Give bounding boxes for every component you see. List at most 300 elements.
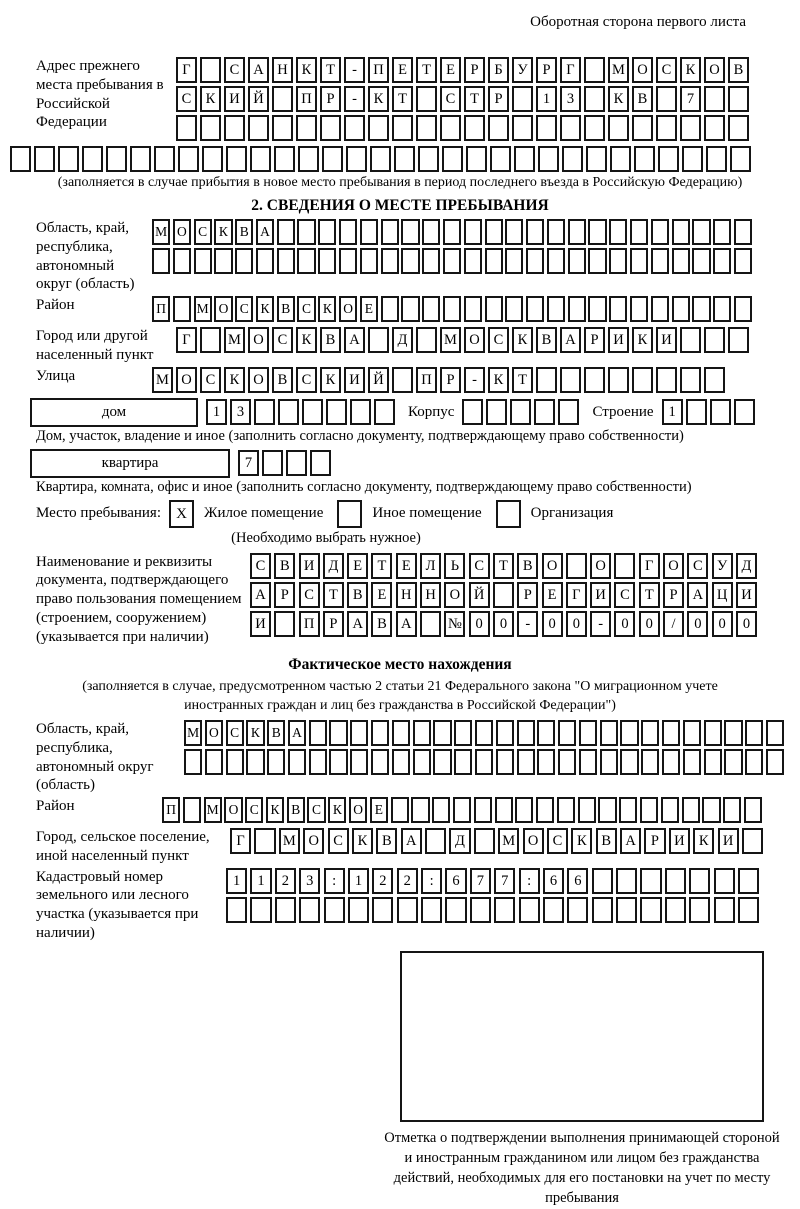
char-cell[interactable] bbox=[475, 720, 493, 746]
char-cell[interactable] bbox=[526, 248, 544, 274]
char-cell[interactable]: В bbox=[347, 582, 368, 608]
char-cell[interactable]: Е bbox=[440, 57, 461, 83]
char-cell[interactable]: С bbox=[656, 57, 677, 83]
char-cell[interactable] bbox=[537, 720, 555, 746]
char-cell[interactable]: П bbox=[299, 611, 320, 637]
char-cell[interactable] bbox=[651, 248, 669, 274]
char-cell[interactable]: Т bbox=[392, 86, 413, 112]
char-cell[interactable]: А bbox=[620, 828, 641, 854]
char-cell[interactable] bbox=[745, 749, 763, 775]
char-cell[interactable]: О bbox=[704, 57, 725, 83]
char-cell[interactable] bbox=[246, 749, 264, 775]
char-cell[interactable]: Г bbox=[176, 57, 197, 83]
char-cell[interactable]: О bbox=[523, 828, 544, 854]
char-cell[interactable]: И bbox=[608, 327, 629, 353]
char-cell[interactable]: Т bbox=[371, 553, 392, 579]
char-cell[interactable]: О bbox=[444, 582, 465, 608]
char-cell[interactable]: И bbox=[590, 582, 611, 608]
char-cell[interactable] bbox=[683, 720, 701, 746]
char-cell[interactable] bbox=[344, 115, 365, 141]
char-cell[interactable] bbox=[766, 720, 784, 746]
char-cell[interactable] bbox=[496, 749, 514, 775]
char-cell[interactable] bbox=[686, 399, 707, 425]
char-cell[interactable]: С bbox=[176, 86, 197, 112]
char-cell[interactable] bbox=[176, 115, 197, 141]
char-cell[interactable] bbox=[505, 248, 523, 274]
char-cell[interactable] bbox=[510, 399, 531, 425]
char-cell[interactable]: Г bbox=[230, 828, 251, 854]
char-cell[interactable] bbox=[34, 146, 55, 172]
char-cell[interactable] bbox=[106, 146, 127, 172]
char-cell[interactable] bbox=[538, 146, 559, 172]
char-cell[interactable] bbox=[433, 720, 451, 746]
char-cell[interactable]: С bbox=[272, 327, 293, 353]
char-cell[interactable] bbox=[470, 897, 491, 923]
char-cell[interactable] bbox=[130, 146, 151, 172]
char-cell[interactable] bbox=[706, 146, 727, 172]
char-cell[interactable] bbox=[517, 720, 535, 746]
char-cell[interactable]: Б bbox=[488, 57, 509, 83]
char-cell[interactable]: П bbox=[368, 57, 389, 83]
char-cell[interactable]: С bbox=[307, 797, 325, 823]
char-cell[interactable] bbox=[318, 248, 336, 274]
char-cell[interactable] bbox=[512, 115, 533, 141]
char-cell[interactable] bbox=[568, 248, 586, 274]
char-cell[interactable] bbox=[322, 146, 343, 172]
char-cell[interactable]: И bbox=[250, 611, 271, 637]
char-cell[interactable] bbox=[632, 115, 653, 141]
char-cell[interactable] bbox=[682, 146, 703, 172]
char-cell[interactable]: У bbox=[512, 57, 533, 83]
char-cell[interactable]: 1 bbox=[348, 868, 369, 894]
char-cell[interactable]: - bbox=[344, 86, 365, 112]
char-cell[interactable] bbox=[584, 57, 605, 83]
char-cell[interactable]: В bbox=[287, 797, 305, 823]
char-cell[interactable]: 0 bbox=[542, 611, 563, 637]
char-cell[interactable] bbox=[680, 367, 701, 393]
char-cell[interactable] bbox=[474, 797, 492, 823]
char-cell[interactable] bbox=[422, 296, 440, 322]
char-cell[interactable] bbox=[339, 219, 357, 245]
char-cell[interactable] bbox=[464, 248, 482, 274]
char-cell[interactable] bbox=[630, 219, 648, 245]
char-cell[interactable] bbox=[495, 797, 513, 823]
char-cell[interactable] bbox=[309, 749, 327, 775]
char-cell[interactable]: 0 bbox=[469, 611, 490, 637]
char-cell[interactable] bbox=[692, 219, 710, 245]
char-cell[interactable]: 2 bbox=[397, 868, 418, 894]
char-cell[interactable] bbox=[485, 248, 503, 274]
char-cell[interactable] bbox=[420, 611, 441, 637]
char-cell[interactable]: М bbox=[152, 367, 173, 393]
char-cell[interactable]: К bbox=[296, 327, 317, 353]
char-cell[interactable] bbox=[272, 86, 293, 112]
char-cell[interactable] bbox=[680, 115, 701, 141]
char-cell[interactable] bbox=[656, 115, 677, 141]
char-cell[interactable] bbox=[588, 296, 606, 322]
char-cell[interactable] bbox=[658, 146, 679, 172]
char-cell[interactable]: 0 bbox=[639, 611, 660, 637]
char-cell[interactable] bbox=[592, 868, 613, 894]
char-cell[interactable] bbox=[401, 296, 419, 322]
char-cell[interactable] bbox=[348, 897, 369, 923]
char-cell[interactable] bbox=[381, 219, 399, 245]
char-cell[interactable] bbox=[443, 219, 461, 245]
char-cell[interactable] bbox=[738, 868, 759, 894]
char-cell[interactable] bbox=[318, 219, 336, 245]
char-cell[interactable] bbox=[411, 797, 429, 823]
char-cell[interactable]: 1 bbox=[206, 399, 227, 425]
char-cell[interactable] bbox=[710, 399, 731, 425]
char-cell[interactable]: С bbox=[250, 553, 271, 579]
char-cell[interactable] bbox=[401, 248, 419, 274]
char-cell[interactable]: О bbox=[590, 553, 611, 579]
char-cell[interactable] bbox=[640, 797, 658, 823]
char-cell[interactable]: Е bbox=[370, 797, 388, 823]
char-cell[interactable] bbox=[608, 115, 629, 141]
char-cell[interactable]: О bbox=[303, 828, 324, 854]
char-cell[interactable]: № bbox=[444, 611, 465, 637]
char-cell[interactable] bbox=[584, 86, 605, 112]
char-cell[interactable]: Р bbox=[320, 86, 341, 112]
char-cell[interactable] bbox=[665, 868, 686, 894]
char-cell[interactable] bbox=[723, 797, 741, 823]
char-cell[interactable]: А bbox=[347, 611, 368, 637]
char-cell[interactable]: В bbox=[272, 367, 293, 393]
char-cell[interactable] bbox=[416, 86, 437, 112]
char-cell[interactable]: Р bbox=[488, 86, 509, 112]
checkbox-residential[interactable]: X bbox=[169, 500, 194, 528]
char-cell[interactable] bbox=[256, 248, 274, 274]
char-cell[interactable] bbox=[392, 115, 413, 141]
char-cell[interactable]: Д bbox=[323, 553, 344, 579]
char-cell[interactable] bbox=[235, 248, 253, 274]
char-cell[interactable]: М bbox=[440, 327, 461, 353]
char-cell[interactable]: К bbox=[488, 367, 509, 393]
char-cell[interactable] bbox=[728, 327, 749, 353]
char-cell[interactable] bbox=[598, 797, 616, 823]
char-cell[interactable] bbox=[742, 828, 763, 854]
char-cell[interactable] bbox=[630, 248, 648, 274]
char-cell[interactable] bbox=[704, 367, 725, 393]
char-cell[interactable] bbox=[267, 749, 285, 775]
char-cell[interactable] bbox=[620, 749, 638, 775]
char-cell[interactable] bbox=[392, 749, 410, 775]
char-cell[interactable] bbox=[616, 897, 637, 923]
char-cell[interactable]: В bbox=[277, 296, 295, 322]
char-cell[interactable]: 6 bbox=[445, 868, 466, 894]
char-cell[interactable] bbox=[202, 146, 223, 172]
char-cell[interactable] bbox=[432, 797, 450, 823]
char-cell[interactable] bbox=[329, 720, 347, 746]
char-cell[interactable]: К bbox=[368, 86, 389, 112]
char-cell[interactable]: : bbox=[519, 868, 540, 894]
char-cell[interactable] bbox=[672, 219, 690, 245]
char-cell[interactable]: И bbox=[669, 828, 690, 854]
char-cell[interactable] bbox=[397, 897, 418, 923]
char-cell[interactable] bbox=[392, 720, 410, 746]
char-cell[interactable] bbox=[82, 146, 103, 172]
char-cell[interactable] bbox=[320, 115, 341, 141]
char-cell[interactable]: А bbox=[396, 611, 417, 637]
char-cell[interactable]: В bbox=[536, 327, 557, 353]
char-cell[interactable] bbox=[485, 296, 503, 322]
char-cell[interactable]: М bbox=[204, 797, 222, 823]
char-cell[interactable] bbox=[534, 399, 555, 425]
checkbox-organization[interactable] bbox=[496, 500, 521, 528]
char-cell[interactable] bbox=[578, 797, 596, 823]
char-cell[interactable] bbox=[425, 828, 446, 854]
char-cell[interactable]: М bbox=[152, 219, 170, 245]
char-cell[interactable] bbox=[651, 296, 669, 322]
char-cell[interactable] bbox=[547, 296, 565, 322]
char-cell[interactable] bbox=[297, 219, 315, 245]
char-cell[interactable] bbox=[734, 399, 755, 425]
char-cell[interactable] bbox=[610, 146, 631, 172]
char-cell[interactable] bbox=[413, 720, 431, 746]
char-cell[interactable]: Т bbox=[464, 86, 485, 112]
char-cell[interactable] bbox=[634, 146, 655, 172]
char-cell[interactable] bbox=[454, 720, 472, 746]
char-cell[interactable]: - bbox=[517, 611, 538, 637]
char-cell[interactable] bbox=[10, 146, 31, 172]
char-cell[interactable] bbox=[474, 828, 495, 854]
char-cell[interactable] bbox=[453, 797, 471, 823]
char-cell[interactable]: А bbox=[687, 582, 708, 608]
char-cell[interactable] bbox=[567, 897, 588, 923]
char-cell[interactable] bbox=[254, 828, 275, 854]
char-cell[interactable]: С bbox=[194, 219, 212, 245]
char-cell[interactable] bbox=[656, 367, 677, 393]
char-cell[interactable]: О bbox=[214, 296, 232, 322]
char-cell[interactable] bbox=[651, 219, 669, 245]
char-cell[interactable] bbox=[519, 897, 540, 923]
char-cell[interactable] bbox=[421, 897, 442, 923]
char-cell[interactable] bbox=[466, 146, 487, 172]
char-cell[interactable] bbox=[184, 749, 202, 775]
char-cell[interactable] bbox=[277, 248, 295, 274]
char-cell[interactable]: О bbox=[248, 367, 269, 393]
char-cell[interactable]: 6 bbox=[567, 868, 588, 894]
char-cell[interactable]: С bbox=[235, 296, 253, 322]
char-cell[interactable]: К bbox=[632, 327, 653, 353]
char-cell[interactable]: К bbox=[224, 367, 245, 393]
char-cell[interactable] bbox=[672, 248, 690, 274]
char-cell[interactable] bbox=[614, 553, 635, 579]
char-cell[interactable]: К bbox=[296, 57, 317, 83]
char-cell[interactable] bbox=[371, 749, 389, 775]
char-cell[interactable] bbox=[462, 399, 483, 425]
char-cell[interactable]: О bbox=[224, 797, 242, 823]
char-cell[interactable]: О bbox=[248, 327, 269, 353]
char-cell[interactable]: К bbox=[318, 296, 336, 322]
char-cell[interactable] bbox=[547, 219, 565, 245]
char-cell[interactable] bbox=[493, 582, 514, 608]
char-cell[interactable] bbox=[609, 219, 627, 245]
char-cell[interactable]: 3 bbox=[230, 399, 251, 425]
char-cell[interactable] bbox=[350, 749, 368, 775]
char-cell[interactable] bbox=[560, 115, 581, 141]
char-cell[interactable] bbox=[298, 146, 319, 172]
char-cell[interactable] bbox=[443, 248, 461, 274]
char-cell[interactable]: К bbox=[246, 720, 264, 746]
char-cell[interactable] bbox=[350, 720, 368, 746]
char-cell[interactable] bbox=[714, 897, 735, 923]
char-cell[interactable]: И bbox=[736, 582, 757, 608]
char-cell[interactable] bbox=[248, 115, 269, 141]
char-cell[interactable] bbox=[713, 219, 731, 245]
char-cell[interactable] bbox=[486, 399, 507, 425]
char-cell[interactable]: Т bbox=[323, 582, 344, 608]
char-cell[interactable] bbox=[58, 146, 79, 172]
char-cell[interactable] bbox=[680, 327, 701, 353]
char-cell[interactable] bbox=[326, 399, 347, 425]
char-cell[interactable]: Н bbox=[420, 582, 441, 608]
char-cell[interactable]: К bbox=[608, 86, 629, 112]
char-cell[interactable]: 0 bbox=[687, 611, 708, 637]
char-cell[interactable] bbox=[662, 749, 680, 775]
char-cell[interactable]: С bbox=[226, 720, 244, 746]
char-cell[interactable] bbox=[543, 897, 564, 923]
char-cell[interactable]: Г bbox=[176, 327, 197, 353]
char-cell[interactable] bbox=[214, 248, 232, 274]
char-cell[interactable] bbox=[588, 219, 606, 245]
char-cell[interactable] bbox=[288, 749, 306, 775]
char-cell[interactable]: : bbox=[324, 868, 345, 894]
char-cell[interactable] bbox=[588, 248, 606, 274]
char-cell[interactable]: М bbox=[279, 828, 300, 854]
char-cell[interactable]: П bbox=[162, 797, 180, 823]
char-cell[interactable]: О bbox=[542, 553, 563, 579]
char-cell[interactable]: А bbox=[250, 582, 271, 608]
char-cell[interactable]: С bbox=[687, 553, 708, 579]
char-cell[interactable]: - bbox=[590, 611, 611, 637]
char-cell[interactable] bbox=[183, 797, 201, 823]
char-cell[interactable] bbox=[381, 296, 399, 322]
char-cell[interactable]: В bbox=[728, 57, 749, 83]
char-cell[interactable]: П bbox=[152, 296, 170, 322]
char-cell[interactable] bbox=[526, 296, 544, 322]
char-cell[interactable]: С bbox=[245, 797, 263, 823]
char-cell[interactable] bbox=[173, 296, 191, 322]
char-cell[interactable] bbox=[630, 296, 648, 322]
char-cell[interactable]: Д bbox=[392, 327, 413, 353]
char-cell[interactable]: Р bbox=[584, 327, 605, 353]
char-cell[interactable] bbox=[566, 553, 587, 579]
char-cell[interactable]: С bbox=[488, 327, 509, 353]
char-cell[interactable] bbox=[360, 219, 378, 245]
char-cell[interactable]: В bbox=[267, 720, 285, 746]
char-cell[interactable] bbox=[494, 897, 515, 923]
char-cell[interactable] bbox=[413, 749, 431, 775]
char-cell[interactable] bbox=[154, 146, 175, 172]
char-cell[interactable]: В bbox=[632, 86, 653, 112]
char-cell[interactable] bbox=[200, 115, 221, 141]
char-cell[interactable]: Р bbox=[644, 828, 665, 854]
char-cell[interactable]: В bbox=[517, 553, 538, 579]
char-cell[interactable] bbox=[277, 219, 295, 245]
char-cell[interactable] bbox=[488, 115, 509, 141]
char-cell[interactable]: С bbox=[547, 828, 568, 854]
char-cell[interactable] bbox=[692, 248, 710, 274]
char-cell[interactable]: 7 bbox=[494, 868, 515, 894]
char-cell[interactable] bbox=[440, 115, 461, 141]
char-cell[interactable] bbox=[616, 868, 637, 894]
char-cell[interactable] bbox=[641, 720, 659, 746]
char-cell[interactable] bbox=[274, 611, 295, 637]
char-cell[interactable]: С bbox=[469, 553, 490, 579]
char-cell[interactable] bbox=[704, 720, 722, 746]
char-cell[interactable]: 7 bbox=[470, 868, 491, 894]
char-cell[interactable]: Е bbox=[396, 553, 417, 579]
char-cell[interactable] bbox=[689, 868, 710, 894]
char-cell[interactable] bbox=[619, 797, 637, 823]
char-cell[interactable]: Т bbox=[512, 367, 533, 393]
char-cell[interactable]: Р bbox=[440, 367, 461, 393]
char-cell[interactable] bbox=[584, 115, 605, 141]
char-cell[interactable]: 1 bbox=[226, 868, 247, 894]
char-cell[interactable]: И bbox=[656, 327, 677, 353]
char-cell[interactable]: А bbox=[256, 219, 274, 245]
char-cell[interactable] bbox=[442, 146, 463, 172]
char-cell[interactable] bbox=[609, 296, 627, 322]
char-cell[interactable] bbox=[371, 720, 389, 746]
char-cell[interactable] bbox=[724, 720, 742, 746]
house-type-box[interactable]: дом bbox=[30, 398, 198, 427]
char-cell[interactable] bbox=[714, 868, 735, 894]
char-cell[interactable]: Д bbox=[449, 828, 470, 854]
char-cell[interactable] bbox=[394, 146, 415, 172]
char-cell[interactable] bbox=[443, 296, 461, 322]
char-cell[interactable]: 0 bbox=[712, 611, 733, 637]
char-cell[interactable]: О bbox=[339, 296, 357, 322]
char-cell[interactable] bbox=[558, 720, 576, 746]
char-cell[interactable]: И bbox=[718, 828, 739, 854]
char-cell[interactable] bbox=[173, 248, 191, 274]
char-cell[interactable] bbox=[226, 749, 244, 775]
char-cell[interactable]: О bbox=[349, 797, 367, 823]
checkbox-other-premises[interactable] bbox=[337, 500, 362, 528]
char-cell[interactable]: 7 bbox=[238, 450, 259, 476]
char-cell[interactable]: О bbox=[205, 720, 223, 746]
char-cell[interactable]: О bbox=[173, 219, 191, 245]
char-cell[interactable] bbox=[579, 749, 597, 775]
char-cell[interactable]: - bbox=[344, 57, 365, 83]
char-cell[interactable] bbox=[433, 749, 451, 775]
char-cell[interactable]: Т bbox=[493, 553, 514, 579]
char-cell[interactable]: А bbox=[248, 57, 269, 83]
char-cell[interactable] bbox=[200, 57, 221, 83]
char-cell[interactable] bbox=[272, 115, 293, 141]
char-cell[interactable] bbox=[526, 219, 544, 245]
char-cell[interactable]: С bbox=[224, 57, 245, 83]
char-cell[interactable] bbox=[689, 897, 710, 923]
char-cell[interactable]: И bbox=[224, 86, 245, 112]
char-cell[interactable] bbox=[586, 146, 607, 172]
char-cell[interactable] bbox=[557, 797, 575, 823]
char-cell[interactable]: 0 bbox=[493, 611, 514, 637]
char-cell[interactable]: О bbox=[464, 327, 485, 353]
char-cell[interactable]: О bbox=[632, 57, 653, 83]
char-cell[interactable] bbox=[704, 749, 722, 775]
char-cell[interactable]: Р bbox=[274, 582, 295, 608]
char-cell[interactable] bbox=[329, 749, 347, 775]
char-cell[interactable] bbox=[730, 146, 751, 172]
char-cell[interactable] bbox=[724, 749, 742, 775]
char-cell[interactable]: Й bbox=[469, 582, 490, 608]
char-cell[interactable] bbox=[464, 296, 482, 322]
char-cell[interactable]: С bbox=[328, 828, 349, 854]
